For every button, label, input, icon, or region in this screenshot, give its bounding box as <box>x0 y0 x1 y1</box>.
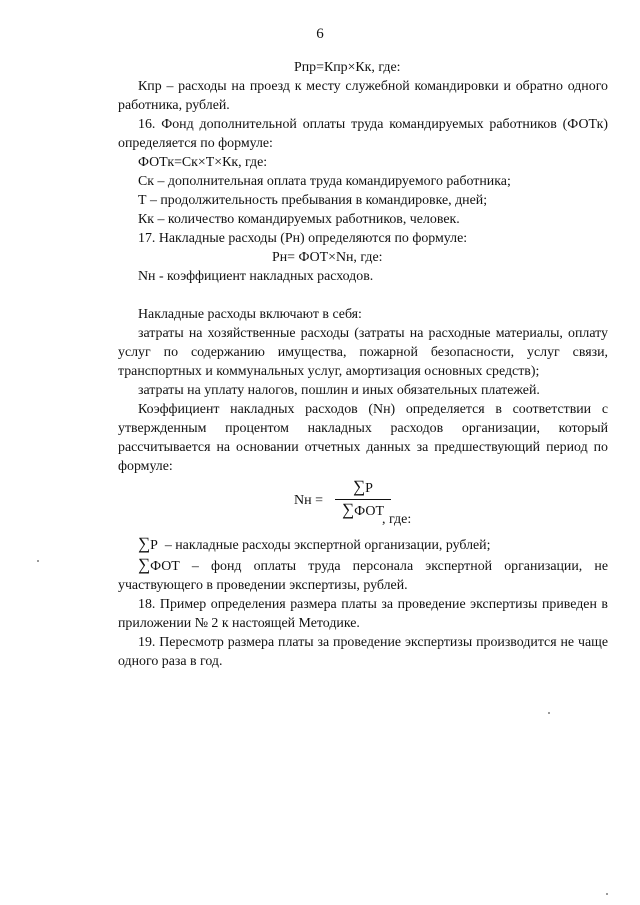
overhead-intro: Накладные расходы включают в себя: <box>138 307 362 322</box>
scan-speck <box>606 893 608 895</box>
sk-definition: Ск – дополнительная оплата труда командируемого работника; <box>138 174 511 189</box>
overhead-coefficient-formula <box>118 478 608 534</box>
formula-rpr: Рпр=Кпр×Кк, где: <box>294 60 401 75</box>
sum-symbol: ∑ <box>341 500 355 519</box>
sum-symbol: ∑ <box>138 555 151 574</box>
sum-fot-definition: ∑ФОТ – фонд оплаты труда персонала экспертной организации, не участвующего в проведении экспертизы, рублей. <box>118 555 608 593</box>
fraction-denominator: ∑ФОТ <box>341 500 385 519</box>
kk-definition: Кк – количество командируемых работников, человек. <box>138 212 460 227</box>
kpr-definition: Кпр – расходы на проезд к месту служебной командировки и обратно одного работника, рублей. <box>118 79 608 113</box>
item-19: 19. Пересмотр размера платы за проведение экспертизы производится не чаще одного раза в год. <box>118 635 608 669</box>
scan-speck <box>37 560 39 562</box>
t-definition: Т – продолжительность пребывания в командировке, дней; <box>138 193 488 208</box>
formula-lhs: Nн = <box>294 493 323 508</box>
sum-p-definition: ∑P – накладные расходы экспертной организации, рублей; <box>138 534 491 553</box>
nn-definition: Nн - коэффициент накладных расходов. <box>138 269 374 284</box>
sum-symbol: ∑ <box>353 477 366 496</box>
formula-fotk: ФОТк=Ск×Т×Кк, где: <box>138 155 268 170</box>
formula-where: , где: <box>382 512 412 527</box>
item-18: 18. Пример определения размера платы за проведение экспертизы приведен в приложении № 2 к настоящей Методике. <box>118 597 608 631</box>
page-number: 6 <box>316 26 324 42</box>
item-17: 17. Накладные расходы (Рн) определяются по формуле: <box>138 231 468 246</box>
overhead-item-b: затраты на уплату налогов, пошлин и иных обязательных платежей. <box>138 383 540 398</box>
scan-speck <box>548 712 550 714</box>
coefficient-text: Коэффициент накладных расходов (Nн) определяется в соответствии с утвержденным процентом накладных расходов организации, который рассчитывается на основании отчетных данных за предшествующий период по формуле: <box>118 402 608 474</box>
overhead-item-a: затраты на хозяйственные расходы (затраты на расходные материалы, оплату услуг по содержанию имущества, пожарной безопасности, услуг связи, транспортных и коммунальных услуг, амортизация основных средств); <box>118 326 608 379</box>
sum-p-var: P <box>150 538 158 553</box>
item-16: 16. Фонд дополнительной оплаты труда командируемых работников (ФОТк) определяется по формуле: <box>118 117 608 151</box>
fraction-numerator: ∑P <box>353 477 373 496</box>
sum-symbol: ∑ <box>138 534 151 553</box>
formula-rn: Рн= ФОТ×Nн, где: <box>272 250 383 265</box>
document-body <box>118 58 608 671</box>
